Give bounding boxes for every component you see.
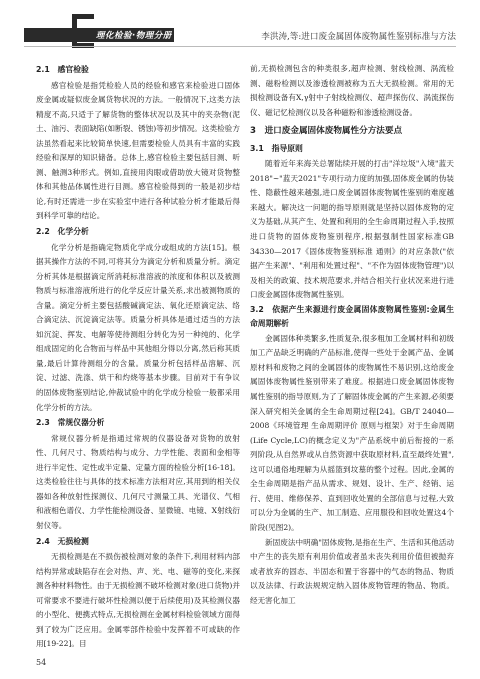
section-3-2-heading: 3.2 依据产生来源进行废金属固体废物属性鉴别:金属生命周期解析 (250, 304, 454, 329)
right-column (250, 62, 454, 608)
section-2-1-heading: 2.1 感官检验 (36, 65, 89, 74)
section-3-1-heading: 3.1 指导原则 (250, 143, 303, 153)
section-2-4-continued-text: 前,无损检测包含的种类很多,超声检测、射线检测、涡流检测、磁粉检测以及渗透检测被称为五大无损检测。常用的无损检测设备有X,γ射中子射线检测仪、超声探伤仪、涡流探伤仪、磁记忆检测仪以及各种磁粉和渗透检测设备。 (250, 64, 454, 117)
section-2-2-text: 化学分析是指确定物质化学成分或组成的方法[15]。根据其操作方法的不同,可将其分为滴定分析和质量分析。滴定分析其体是根据滴定所消耗标准溶液的浓度和体积以及被测物质与标准溶液所进行的化学反应计量关系,求出被测物质的含量。滴定分析主要包括酸碱滴定法、氧化还原滴定法、络合滴定法、沉淀滴定法等。质量分析具体是通过适当的方法如沉淀、挥发、电解等使待测组分转化为另一种纯的、化学组成固定的化合物而与样品中其他组分得以分离,然后称其质量,最后计算待测组分的含量。质量分析包括样品溶解、沉淀、过滤、洗涤、烘干和灼烧等基本步骤。目前对于有争议的固体废物鉴别结论,仲裁试验中的化学成分检验一般都采用化学分析的方法。 (36, 242, 240, 412)
section-3-heading: 3 进口废金属固体废物属性分方法要点 (250, 126, 403, 137)
section-2-3-text: 常规仪器分析是指通过常规的仪器设备对货物的放射性、几何尺寸、物质结构与成分、力学性能、表面和金相等进行半定性、定性或半定量、定量方面的检验分析[16-18]。这类检验往往与具体的技术标准方法相对应,其用到的相关仪器如各种放射性探测仪、几何尺寸测量工具、光谱仪、气相和液相色谱仪、力学性能检测设备、显微镜、电镜、X射线衍射仪等。 (36, 433, 240, 530)
running-head: 李洪涛,等:进口废金属固体废物属性鉴别标准与方法 (261, 32, 456, 42)
section-2-4-text: 无损检测是在不损伤被检测对象的条件下,利用材料内部结构异常或缺陷存在会对热、声、光、电、磁等的变化,来探测各种材料物性。由于无损检测不破坏检测对象(进口货物)并可常要求不要进行破坏性检测以便于后续使用)及其检测仪器的小型化、便携式特点,无损检测在金属材料检验领域方面得到了较为广泛应用。金属零部件检验中发挥着不可或缺的作用[19-22]。目 (36, 552, 240, 649)
page-number: 54 (36, 658, 47, 667)
journal-logo-icon (72, 14, 94, 48)
page-header (0, 0, 480, 60)
section-2-1-text: 感官检验是指凭检验人员的经验和感官来检验进口固体废金属或疑似废金属货物状况的方法。一般情况下,这类方法精度不高,只适于了解货物的整体状况以及其中的夹杂物(泥土、油污、表面缺陷(如断裂、锈蚀)等初步情况。这类检验方法虽然看起来比较简单快速,但需要检验人员具有丰富的实践经验和深厚的知识储备。总体上,感官检验主要包括目测、听测、触测3种形式。例如,直接用肉眼或借助放大镜对货物整体和其他品体属性进行目测。感官检验得到的一般是初步结论,有时还需进一步在实验室中进行各种试验分析才能最后得到科学可靠的结论。 (36, 80, 240, 221)
section-3-2-text-2: 新固废法中明确"固体废物,是指在生产、生活和其他活动中产生的丧失原有利用价值或者虽未丧失利用价值但被抛弃或者放弃的固态、半固态和置于容器中的气态的物品、物质以及法律、行政法规规定纳入固体废物管理的物品、物质。经无害化加工 (250, 537, 454, 605)
section-2-3-heading: 2.3 常规仪器分析 (36, 418, 105, 428)
left-column (36, 62, 240, 652)
section-2-4-heading: 2.4 无损检测 (36, 536, 89, 546)
header-divider (24, 46, 456, 47)
section-3-1-text: 随着近年来海关总署陆续开展的打击"洋垃圾"入境"蓝天2018"~"蓝天2021"专项行动力度的加强,固体废金属的伪装性、隐蔽性越来越强,进口废金属固体废物属性鉴别的难度越来越大。解决这一问题的指导原则就是坚持以固体废物的定义为基础,从其产生、处置和利用的全生命周期过程入手,按照进口货物的固体废物鉴别程序,根据强制性国家标准GB 34330—2017《固体废物鉴别标准 通则》的对应条款("依据产生来源"、"利用和处置过程"、"不作为固体废物管理")以及相关的政策、技术规范要求,并结合相关行业状况来进行进口废金属固体废物属性鉴别。 (250, 159, 454, 300)
section-2-2-heading: 2.2 化学分析 (36, 227, 89, 237)
section-3-2-text-1: 金属固体种类繁多,性质复杂,很多粗加工金属材料和初级加工产品缺乏明确的产品标准,使得一些处于金属产品、金属原材料和废物之间的金属固体的废物属性不易识别,这给废金属固体废物属性鉴别带来了难度。根据进口废金属固体废物属性鉴别的指导原则,为了了解固体废金属的产生来源,必须要深入研究相关金属的全生命周期过程[24]。GB/T 24040—2008《环境管理 生命周期评价 原则与框架》对于生命周期(Life Cycle,LC)的概念定义为"产品系统中前后衔接的一系列阶段,从自然界或从自然资源中获取原材料,直至最终处置",这可以通俗地理解为从摇篮到坟墓的整个过程。因此,金属的全生命周期是指产品从需求、规划、设计、生产、经销、运行、使用、维修保养、直到回收处置的全部信息与过程,大致可以分为金属的生产、加工制造、应用服役和回收处置这4个阶段(见图2)。 (250, 333, 454, 532)
journal-logo-text: 理化检验·物理分册 (96, 31, 172, 41)
